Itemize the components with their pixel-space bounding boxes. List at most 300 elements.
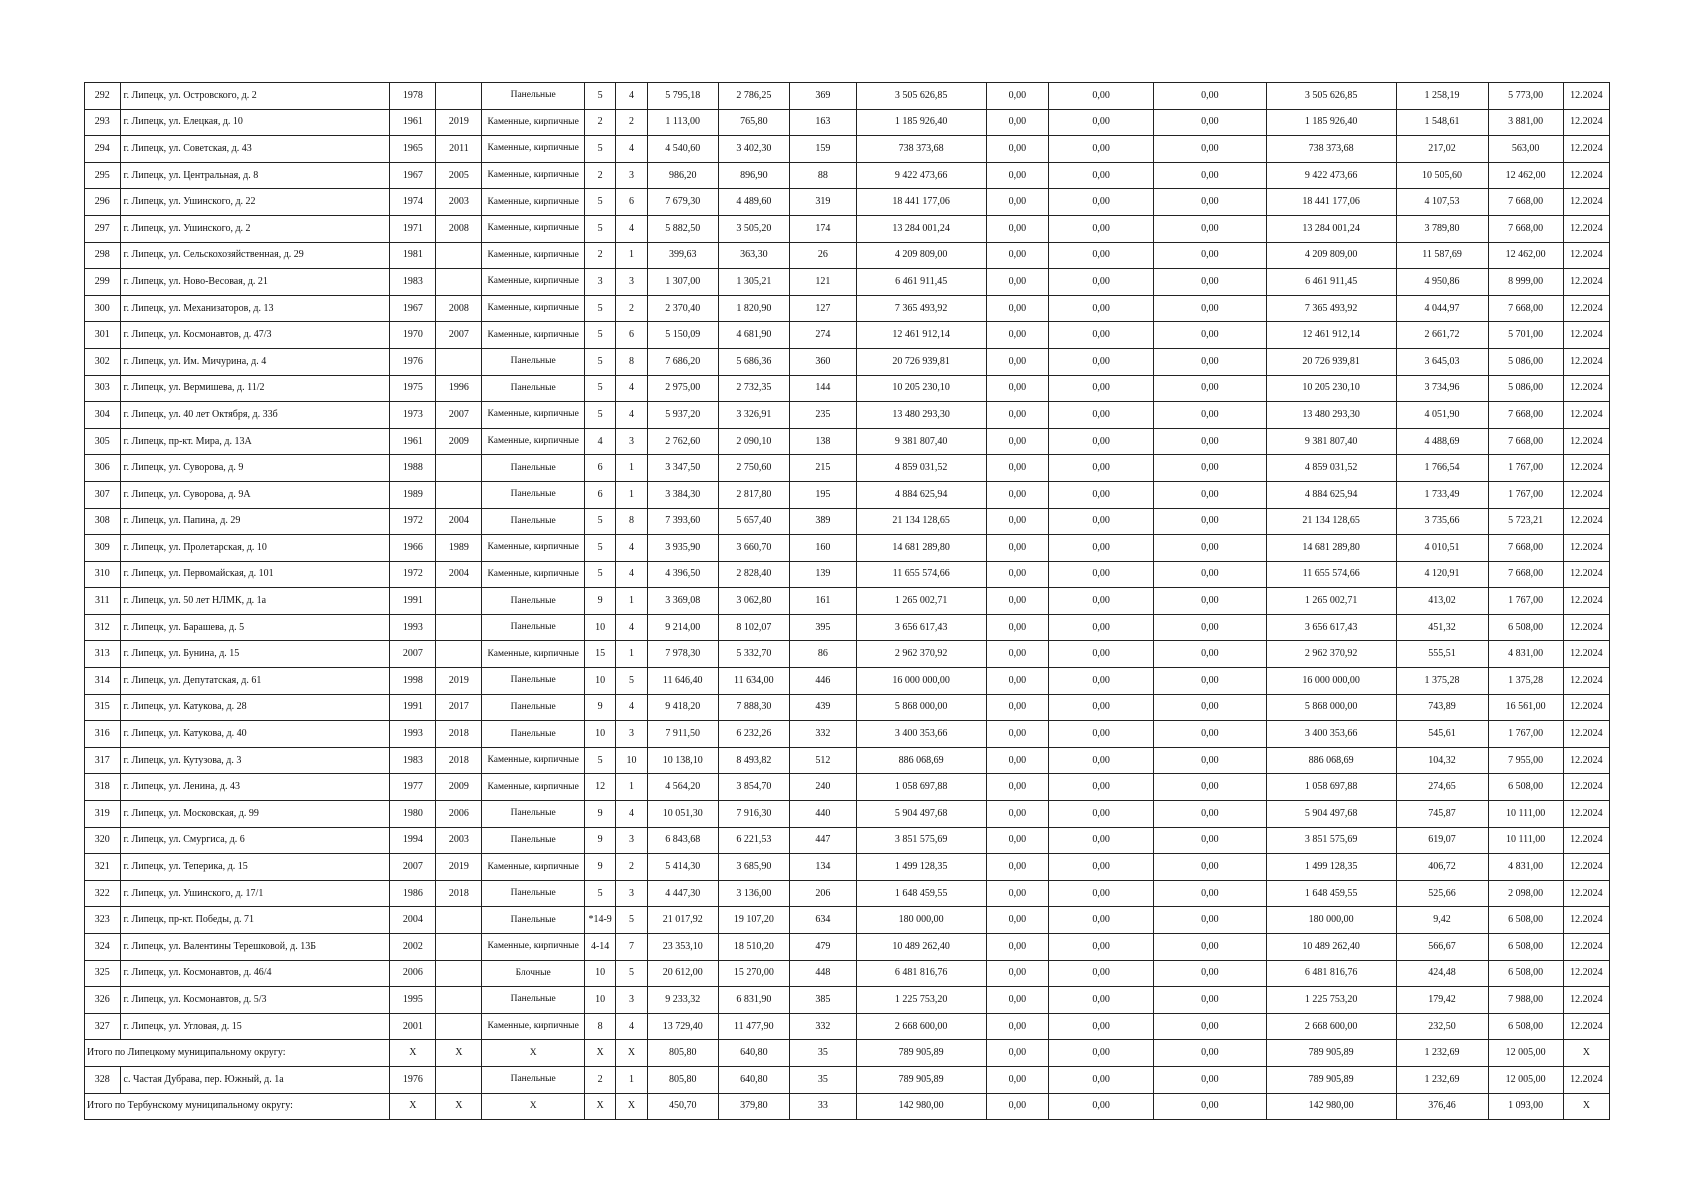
cell-rep: 2003 <box>436 189 482 216</box>
cell-year: X <box>390 1093 436 1120</box>
cell-n: 302 <box>85 348 121 375</box>
cell-year: 1966 <box>390 535 436 562</box>
cell-c7: 6 508,00 <box>1488 960 1563 987</box>
cell-a1: 5 795,18 <box>647 83 718 110</box>
cell-a2: 5 332,70 <box>718 641 789 668</box>
cell-c4: 0,00 <box>1153 508 1266 535</box>
cell-c1: 7 365 493,92 <box>856 295 986 322</box>
cell-rep <box>436 1066 482 1093</box>
cell-mat: Каменные, кирпичные <box>482 854 585 881</box>
cell-mat: Каменные, кирпичные <box>482 641 585 668</box>
cell-c2: 0,00 <box>986 322 1049 349</box>
cell-d: 12.2024 <box>1563 428 1609 455</box>
cell-fl: 3 <box>584 269 615 296</box>
cell-ent: 4 <box>616 375 647 402</box>
cell-c1: 1 648 459,55 <box>856 880 986 907</box>
cell-c3: 0,00 <box>1049 827 1154 854</box>
cell-n: 315 <box>85 694 121 721</box>
cell-rep: 2019 <box>436 668 482 695</box>
cell-fl: 2 <box>584 162 615 189</box>
cell-c3: 0,00 <box>1049 561 1154 588</box>
cell-a2: 3 854,70 <box>718 774 789 801</box>
cell-ent: 8 <box>616 508 647 535</box>
cell-res: 369 <box>789 83 856 110</box>
cell-a2: 8 102,07 <box>718 614 789 641</box>
cell-mat: Панельные <box>482 1066 585 1093</box>
cell-c1: 2 962 370,92 <box>856 641 986 668</box>
cell-mat: Панельные <box>482 348 585 375</box>
cell-ent: 7 <box>616 934 647 961</box>
cell-a1: 7 686,20 <box>647 348 718 375</box>
cell-c2: 0,00 <box>986 481 1049 508</box>
cell-c7: 16 561,00 <box>1488 694 1563 721</box>
cell-c2: 0,00 <box>986 934 1049 961</box>
cell-a1: 5 937,20 <box>647 402 718 429</box>
table-row <box>85 1013 1610 1040</box>
cell-fl: 15 <box>584 641 615 668</box>
cell-c6: 545,61 <box>1396 721 1488 748</box>
cell-rep: 2019 <box>436 109 482 136</box>
cell-a1: 3 384,30 <box>647 481 718 508</box>
cell-c7: 5 723,21 <box>1488 508 1563 535</box>
cell-c7: 7 955,00 <box>1488 747 1563 774</box>
cell-mat: Панельные <box>482 694 585 721</box>
cell-fl: 5 <box>584 83 615 110</box>
cell-fl: 4 <box>584 428 615 455</box>
cell-c7: 6 508,00 <box>1488 1013 1563 1040</box>
cell-res: 195 <box>789 481 856 508</box>
cell-c3: 0,00 <box>1049 1066 1154 1093</box>
cell-c7: 10 111,00 <box>1488 827 1563 854</box>
cell-ent: 1 <box>616 1066 647 1093</box>
cell-mat: Панельные <box>482 907 585 934</box>
cell-year: 1973 <box>390 402 436 429</box>
cell-fl: 6 <box>584 455 615 482</box>
cell-c4: 0,00 <box>1153 402 1266 429</box>
table-row <box>85 747 1610 774</box>
cell-c5: 4 859 031,52 <box>1266 455 1396 482</box>
cell-rep: 2011 <box>436 136 482 163</box>
cell-ent: 4 <box>616 1013 647 1040</box>
cell-rep: 1996 <box>436 375 482 402</box>
cell-d: 12.2024 <box>1563 109 1609 136</box>
cell-d: 12.2024 <box>1563 960 1609 987</box>
cell-c4: 0,00 <box>1153 668 1266 695</box>
table-row <box>85 614 1610 641</box>
cell-c6: 424,48 <box>1396 960 1488 987</box>
cell-c2: 0,00 <box>986 721 1049 748</box>
table-row <box>85 854 1610 881</box>
cell-c7: 7 668,00 <box>1488 428 1563 455</box>
cell-fl: 5 <box>584 215 615 242</box>
cell-c1: 789 905,89 <box>856 1066 986 1093</box>
cell-c2: 0,00 <box>986 1040 1049 1067</box>
cell-addr: г. Липецк, ул. Пролетарская, д. 10 <box>120 535 390 562</box>
cell-c2: 0,00 <box>986 694 1049 721</box>
cell-c5: 5 868 000,00 <box>1266 694 1396 721</box>
cell-a1: 3 935,90 <box>647 535 718 562</box>
cell-d: 12.2024 <box>1563 641 1609 668</box>
cell-c3: 0,00 <box>1049 668 1154 695</box>
cell-res: 215 <box>789 455 856 482</box>
cell-c2: 0,00 <box>986 348 1049 375</box>
cell-c3: 0,00 <box>1049 987 1154 1014</box>
cell-a1: 11 646,40 <box>647 668 718 695</box>
cell-a2: 18 510,20 <box>718 934 789 961</box>
cell-c2: 0,00 <box>986 561 1049 588</box>
cell-c5: 13 480 293,30 <box>1266 402 1396 429</box>
cell-n: 311 <box>85 588 121 615</box>
cell-a2: 3 136,00 <box>718 880 789 907</box>
cell-res: 274 <box>789 322 856 349</box>
cell-rep: 2007 <box>436 322 482 349</box>
cell-a2: 6 221,53 <box>718 827 789 854</box>
cell-c3: 0,00 <box>1049 322 1154 349</box>
table-row <box>85 375 1610 402</box>
cell-year: 1976 <box>390 348 436 375</box>
cell-year: 2006 <box>390 960 436 987</box>
cell-res: 26 <box>789 242 856 269</box>
cell-a2: 3 505,20 <box>718 215 789 242</box>
cell-c1: 10 205 230,10 <box>856 375 986 402</box>
cell-c7: 12 005,00 <box>1488 1040 1563 1067</box>
cell-res: 360 <box>789 348 856 375</box>
cell-c3: 0,00 <box>1049 455 1154 482</box>
cell-ent: 2 <box>616 854 647 881</box>
cell-c1: 2 668 600,00 <box>856 1013 986 1040</box>
cell-res: 512 <box>789 747 856 774</box>
cell-c3: 0,00 <box>1049 535 1154 562</box>
cell-a1: 805,80 <box>647 1040 718 1067</box>
cell-c5: 6 461 911,45 <box>1266 269 1396 296</box>
cell-n: 322 <box>85 880 121 907</box>
cell-ent: 1 <box>616 242 647 269</box>
cell-c4: 0,00 <box>1153 880 1266 907</box>
cell-a1: 9 418,20 <box>647 694 718 721</box>
cell-c4: 0,00 <box>1153 269 1266 296</box>
cell-c2: 0,00 <box>986 641 1049 668</box>
cell-addr: г. Липецк, ул. Советская, д. 43 <box>120 136 390 163</box>
cell-a1: 21 017,92 <box>647 907 718 934</box>
cell-rep: 1989 <box>436 535 482 562</box>
cell-d: 12.2024 <box>1563 295 1609 322</box>
cell-c1: 6 481 816,76 <box>856 960 986 987</box>
cell-n: 313 <box>85 641 121 668</box>
cell-year: 1991 <box>390 694 436 721</box>
cell-a1: 2 975,00 <box>647 375 718 402</box>
cell-d: 12.2024 <box>1563 747 1609 774</box>
cell-year: 1991 <box>390 588 436 615</box>
table-row <box>85 295 1610 322</box>
cell-c3: 0,00 <box>1049 588 1154 615</box>
cell-c5: 3 851 575,69 <box>1266 827 1396 854</box>
cell-res: 240 <box>789 774 856 801</box>
table-row <box>85 189 1610 216</box>
cell-c1: 1 499 128,35 <box>856 854 986 881</box>
cell-c7: 3 881,00 <box>1488 109 1563 136</box>
cell-n: 298 <box>85 242 121 269</box>
cell-c2: 0,00 <box>986 535 1049 562</box>
cell-addr: г. Липецк, ул. Суворова, д. 9 <box>120 455 390 482</box>
cell-d: 12.2024 <box>1563 481 1609 508</box>
cell-c2: 0,00 <box>986 854 1049 881</box>
table-row <box>85 880 1610 907</box>
cell-rep: 2009 <box>436 774 482 801</box>
cell-n: 293 <box>85 109 121 136</box>
cell-n: 304 <box>85 402 121 429</box>
table-row <box>85 348 1610 375</box>
cell-res: 395 <box>789 614 856 641</box>
cell-c4: 0,00 <box>1153 588 1266 615</box>
cell-c2: 0,00 <box>986 83 1049 110</box>
cell-n: 314 <box>85 668 121 695</box>
cell-ent: 5 <box>616 907 647 934</box>
cell-c3: 0,00 <box>1049 960 1154 987</box>
cell-fl: 12 <box>584 774 615 801</box>
cell-c7: 6 508,00 <box>1488 907 1563 934</box>
cell-mat: Каменные, кирпичные <box>482 747 585 774</box>
cell-mat: Каменные, кирпичные <box>482 402 585 429</box>
cell-a1: 7 393,60 <box>647 508 718 535</box>
cell-addr: г. Липецк, ул. Теперика, д. 15 <box>120 854 390 881</box>
cell-c1: 9 381 807,40 <box>856 428 986 455</box>
cell-year: 1961 <box>390 428 436 455</box>
cell-c1: 3 505 626,85 <box>856 83 986 110</box>
cell-c2: 0,00 <box>986 774 1049 801</box>
cell-n: 300 <box>85 295 121 322</box>
cell-c3: 0,00 <box>1049 162 1154 189</box>
cell-c7: 5 086,00 <box>1488 375 1563 402</box>
cell-year: X <box>390 1040 436 1067</box>
cell-c7: 1 767,00 <box>1488 455 1563 482</box>
cell-fl: 5 <box>584 747 615 774</box>
cell-a2: 3 062,80 <box>718 588 789 615</box>
cell-c1: 1 058 697,88 <box>856 774 986 801</box>
cell-c7: 6 508,00 <box>1488 614 1563 641</box>
cell-d: 12.2024 <box>1563 774 1609 801</box>
cell-a1: 3 347,50 <box>647 455 718 482</box>
cell-c1: 13 284 001,24 <box>856 215 986 242</box>
cell-c3: 0,00 <box>1049 880 1154 907</box>
table-row <box>85 801 1610 828</box>
cell-c5: 1 499 128,35 <box>1266 854 1396 881</box>
cell-c5: 142 980,00 <box>1266 1093 1396 1120</box>
cell-year: 1986 <box>390 880 436 907</box>
cell-n: 306 <box>85 455 121 482</box>
cell-c7: 7 668,00 <box>1488 402 1563 429</box>
cell-d: 12.2024 <box>1563 348 1609 375</box>
cell-n: 296 <box>85 189 121 216</box>
cell-c6: 555,51 <box>1396 641 1488 668</box>
cell-ent: X <box>616 1093 647 1120</box>
cell-ent: 3 <box>616 987 647 1014</box>
cell-addr: г. Липецк, ул. Смургиса, д. 6 <box>120 827 390 854</box>
cell-d: 12.2024 <box>1563 588 1609 615</box>
table-row <box>85 162 1610 189</box>
cell-d: 12.2024 <box>1563 215 1609 242</box>
table-row <box>85 402 1610 429</box>
cell-c2: 0,00 <box>986 162 1049 189</box>
cell-a2: 7 916,30 <box>718 801 789 828</box>
cell-year: 1971 <box>390 215 436 242</box>
cell-a1: 3 369,08 <box>647 588 718 615</box>
cell-a2: 11 634,00 <box>718 668 789 695</box>
cell-c1: 3 656 617,43 <box>856 614 986 641</box>
table-row <box>85 136 1610 163</box>
cell-c3: 0,00 <box>1049 508 1154 535</box>
cell-c4: 0,00 <box>1153 375 1266 402</box>
cell-addr: г. Липецк, ул. Механизаторов, д. 13 <box>120 295 390 322</box>
cell-c6: 451,32 <box>1396 614 1488 641</box>
table-row <box>85 481 1610 508</box>
cell-year: 1995 <box>390 987 436 1014</box>
cell-mat: Каменные, кирпичные <box>482 295 585 322</box>
cell-c2: 0,00 <box>986 614 1049 641</box>
cell-ent: 5 <box>616 960 647 987</box>
cell-ent: 3 <box>616 162 647 189</box>
cell-a1: 2 370,40 <box>647 295 718 322</box>
cell-rep <box>436 960 482 987</box>
cell-year: 1967 <box>390 162 436 189</box>
cell-c5: 10 489 262,40 <box>1266 934 1396 961</box>
cell-year: 1983 <box>390 269 436 296</box>
cell-c5: 6 481 816,76 <box>1266 960 1396 987</box>
cell-c2: 0,00 <box>986 747 1049 774</box>
cell-addr: г. Липецк, ул. Космонавтов, д. 46/4 <box>120 960 390 987</box>
cell-year: 1983 <box>390 747 436 774</box>
cell-res: 161 <box>789 588 856 615</box>
cell-fl: 5 <box>584 322 615 349</box>
cell-mat: Панельные <box>482 827 585 854</box>
cell-addr: г. Липецк, ул. Валентины Терешковой, д. 13Б <box>120 934 390 961</box>
cell-addr: г. Липецк, ул. Им. Мичурина, д. 4 <box>120 348 390 375</box>
cell-ent: 3 <box>616 880 647 907</box>
cell-c5: 21 134 128,65 <box>1266 508 1396 535</box>
cell-c5: 1 225 753,20 <box>1266 987 1396 1014</box>
cell-c7: 5 773,00 <box>1488 83 1563 110</box>
cell-n: 301 <box>85 322 121 349</box>
cell-c6: 406,72 <box>1396 854 1488 881</box>
cell-c7: 1 767,00 <box>1488 481 1563 508</box>
cell-d: 12.2024 <box>1563 136 1609 163</box>
cell-d: 12.2024 <box>1563 801 1609 828</box>
cell-res: 235 <box>789 402 856 429</box>
cell-c4: 0,00 <box>1153 1013 1266 1040</box>
table-row <box>85 215 1610 242</box>
cell-c7: 12 462,00 <box>1488 242 1563 269</box>
cell-addr: г. Липецк, ул. Московская, д. 99 <box>120 801 390 828</box>
cell-ent: 4 <box>616 801 647 828</box>
cell-addr: г. Липецк, ул. Сельскохозяйственная, д. 29 <box>120 242 390 269</box>
cell-addr: г. Липецк, ул. Ушинского, д. 22 <box>120 189 390 216</box>
cell-rep <box>436 269 482 296</box>
cell-ent: 4 <box>616 215 647 242</box>
table-row <box>85 508 1610 535</box>
cell-ent: 3 <box>616 721 647 748</box>
cell-c6: 4 051,90 <box>1396 402 1488 429</box>
cell-d: 12.2024 <box>1563 827 1609 854</box>
cell-c2: 0,00 <box>986 668 1049 695</box>
cell-ent: 4 <box>616 83 647 110</box>
cell-total: Итого по Тербунскому муниципальному округу: <box>85 1093 390 1120</box>
cell-addr: г. Липецк, ул. 40 лет Октября, д. 33б <box>120 402 390 429</box>
cell-c7: 4 831,00 <box>1488 854 1563 881</box>
cell-ent: 4 <box>616 136 647 163</box>
cell-c7: 4 831,00 <box>1488 641 1563 668</box>
cell-res: 446 <box>789 668 856 695</box>
cell-c2: 0,00 <box>986 880 1049 907</box>
table-row <box>85 322 1610 349</box>
cell-c4: 0,00 <box>1153 561 1266 588</box>
cell-res: 332 <box>789 721 856 748</box>
table-row <box>85 641 1610 668</box>
cell-a2: 765,80 <box>718 109 789 136</box>
cell-n: 327 <box>85 1013 121 1040</box>
cell-c3: 0,00 <box>1049 242 1154 269</box>
cell-ent: 10 <box>616 747 647 774</box>
cell-c6: 1 232,69 <box>1396 1040 1488 1067</box>
cell-d: 12.2024 <box>1563 694 1609 721</box>
table-row <box>85 588 1610 615</box>
cell-c5: 2 962 370,92 <box>1266 641 1396 668</box>
cell-a2: 3 402,30 <box>718 136 789 163</box>
cell-fl: X <box>584 1040 615 1067</box>
cell-rep: 2009 <box>436 428 482 455</box>
cell-c6: 1 375,28 <box>1396 668 1488 695</box>
cell-fl: 9 <box>584 827 615 854</box>
cell-c6: 4 120,91 <box>1396 561 1488 588</box>
cell-fl: 8 <box>584 1013 615 1040</box>
cell-c3: 0,00 <box>1049 774 1154 801</box>
cell-c1: 5 904 497,68 <box>856 801 986 828</box>
cell-c4: 0,00 <box>1153 987 1266 1014</box>
cell-c7: 7 668,00 <box>1488 189 1563 216</box>
cell-ent: 2 <box>616 295 647 322</box>
cell-addr: г. Липецк, пр-кт. Победы, д. 71 <box>120 907 390 934</box>
cell-d: 12.2024 <box>1563 880 1609 907</box>
table-row <box>85 934 1610 961</box>
cell-c4: 0,00 <box>1153 1093 1266 1120</box>
cell-a1: 399,63 <box>647 242 718 269</box>
cell-fl: 5 <box>584 508 615 535</box>
cell-c6: 413,02 <box>1396 588 1488 615</box>
cell-c6: 1 766,54 <box>1396 455 1488 482</box>
cell-c6: 525,66 <box>1396 880 1488 907</box>
cell-c6: 619,07 <box>1396 827 1488 854</box>
cell-c4: 0,00 <box>1153 641 1266 668</box>
cell-c1: 142 980,00 <box>856 1093 986 1120</box>
subtotal-row <box>85 1040 1610 1067</box>
cell-rep <box>436 614 482 641</box>
cell-ent: 2 <box>616 109 647 136</box>
cell-a2: 2 732,35 <box>718 375 789 402</box>
cell-year: 1972 <box>390 561 436 588</box>
cell-addr: г. Липецк, ул. Кутузова, д. 3 <box>120 747 390 774</box>
cell-c2: 0,00 <box>986 215 1049 242</box>
cell-mat: Блочные <box>482 960 585 987</box>
cell-c4: 0,00 <box>1153 960 1266 987</box>
cell-rep <box>436 242 482 269</box>
cell-c6: 3 734,96 <box>1396 375 1488 402</box>
cell-n: 325 <box>85 960 121 987</box>
cell-addr: г. Липецк, ул. Катукова, д. 28 <box>120 694 390 721</box>
table-row <box>85 694 1610 721</box>
cell-d: 12.2024 <box>1563 189 1609 216</box>
cell-ent: 4 <box>616 402 647 429</box>
table-row <box>85 561 1610 588</box>
cell-c1: 13 480 293,30 <box>856 402 986 429</box>
cell-a2: 5 686,36 <box>718 348 789 375</box>
